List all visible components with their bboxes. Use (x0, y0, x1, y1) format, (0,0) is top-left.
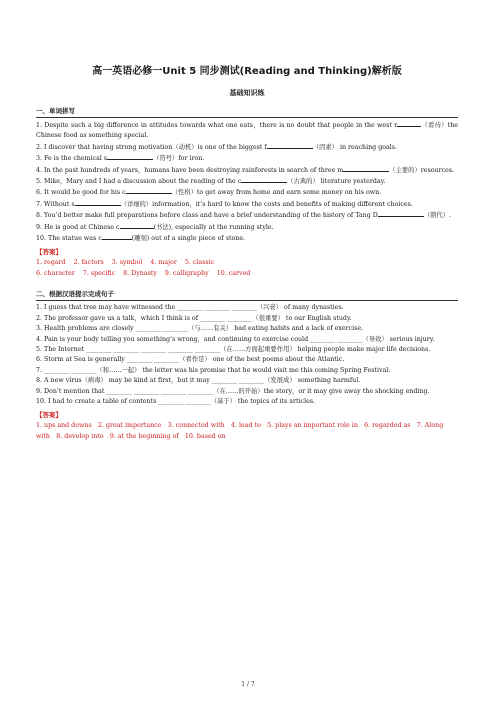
answer-blank (267, 142, 313, 149)
section-divider (36, 117, 458, 118)
answer-blank (75, 199, 121, 206)
answer-item: 9. calligraphy (164, 269, 209, 277)
item-text: 10. The statue was c (36, 235, 102, 243)
sentence-list (36, 303, 458, 407)
page-number: 1 / 7 (241, 681, 255, 688)
sentence-item: 8. A new virus（病毒） may be kind at first，but it may ________ ________（发展成） something harmful. (36, 377, 361, 385)
page-subtitle: 基础知识练 (229, 89, 265, 97)
item-hint: （古典的） literature yesterday. (287, 178, 386, 186)
page-title: 高一英语必修一Unit 5 同步测试(Reading and Thinking)解析版 (92, 66, 402, 77)
vocab-item (36, 153, 458, 164)
answer-blank (102, 233, 132, 240)
item-text: 9. He is good at Chinese c (36, 223, 120, 231)
vocab-item (36, 233, 458, 244)
vocab-item (36, 176, 458, 187)
item-hint: （主要的）resources. (389, 166, 455, 174)
item-hint: （因素） in reaching goals. (312, 143, 398, 151)
sentence-answers (36, 421, 458, 442)
answer-item: 3. symbol (111, 259, 143, 267)
item-hint: （看待）the Chinese food as something special. (36, 122, 458, 140)
answer-row (36, 258, 458, 268)
item-text: 6. It would be good for his c (36, 189, 126, 197)
answer-text: 1. ups and downs 2. great importance 3. connected with 4. lead to 5. plays an important role in 6. regarded as 7. Along with 8. develop into 9. at the beginning of 10. based on (36, 422, 444, 440)
vocab-item (36, 120, 458, 142)
vocab-item (36, 165, 458, 176)
item-text: 4. In the past hundreds of years，humans have been destroying rainforests in search of three m (36, 166, 344, 174)
answer-row (36, 269, 458, 279)
sentence-item: 3. Health problems are closely ________ ________（与……有关） bad eating habits and a lack of exercise. (36, 325, 364, 333)
sentence-item: 7. ________ ________（和……一起） the letter was his promise that he would visit me this coming Spring Festival. (36, 366, 391, 374)
vocab-item (36, 222, 458, 233)
sentence-item: 2. The professor gave us a talk，which I think is of ________ ________（很重要） to our English study. (36, 314, 352, 322)
item-text: 2. I discover that having strong motivation（动机）is one of the biggest f (36, 143, 267, 151)
answer-blank (107, 153, 153, 160)
answer-item: 4. major (150, 259, 177, 267)
item-text: 8. You’d better make full preparations before class and have a brief understanding of the history of Tang D (36, 212, 378, 220)
section-heading-1: 一、单词拼写 (36, 107, 75, 115)
vocab-item (36, 187, 458, 198)
document-page (36, 62, 458, 442)
item-text: 1. Despite such a big difference in attitudes towards what one eats，there is no doubt that people in the west r (36, 122, 398, 129)
vocab-item (36, 199, 458, 210)
answer-item: 5. classic (184, 259, 215, 267)
sentence-item: 10. I had to create a table of contents ________ ________（基于） the topics of its articles. (36, 397, 316, 405)
section-divider (36, 300, 458, 301)
answer-item: 6. character (36, 269, 75, 277)
vocab-answers (36, 258, 458, 279)
answer-item: 1. regard (36, 259, 66, 267)
answer-label: 【答案】 (36, 248, 62, 257)
item-text: 5. Mike，Mary and I had a discussion about the reading of the c (36, 178, 242, 186)
answer-item: 2. factors (73, 259, 104, 267)
answer-blank (126, 187, 172, 194)
answer-item: 10. carved (216, 269, 251, 277)
section-heading-2: 二、根据汉语提示完成句子 (36, 290, 114, 299)
item-text: 7. Without s (36, 200, 75, 208)
sentence-item: 6. Storm at Sea is generally ________ ________（看作是） one of the best poems about the Atlantic. (36, 356, 345, 364)
item-hint: (书法), especially at the running style. (153, 223, 274, 231)
vocab-item (36, 210, 458, 221)
sentence-item: 1. I guess that tree may have witnessed the ________ ________ ________（兴衰） of many dynasties. (36, 304, 344, 312)
item-hint: （朝代）. (423, 212, 452, 220)
sentence-item: 5. The Internet ________ ________ ________ ________ ________（在……方面起重要作用） helping people make major life decisions. (36, 345, 431, 353)
answer-item: 7. specific (82, 269, 116, 277)
answer-blank (241, 176, 287, 183)
item-hint: （性格）to get away from home and earn some money on his own. (171, 189, 382, 197)
vocab-item (36, 142, 458, 153)
vocab-list (36, 120, 458, 244)
answer-blank (378, 210, 424, 217)
item-hint: （符号）for iron. (153, 155, 205, 163)
answer-blank (120, 222, 154, 229)
item-text: 3. Fe is the chemical s (36, 155, 108, 163)
item-hint: (雕刻) out of a single piece of stone. (131, 235, 246, 243)
answer-item: 8. Dynasty (123, 269, 157, 277)
answer-blank (397, 120, 421, 127)
sentence-item: 4. Pain is your body telling you something’s wrong，and continuing to exercise could ________ ________（导致） serious injury. (36, 335, 435, 343)
sentence-item: 9. Don’t mention that ________ ________ ________ ________（在……的开始）the story，or it may give away the shocking ending. (36, 387, 430, 395)
answer-label: 【答案】 (36, 411, 62, 420)
answer-blank (343, 165, 389, 172)
item-hint: （详细的）information，it’s hard to know the costs and benefits of making different choices. (120, 200, 413, 208)
